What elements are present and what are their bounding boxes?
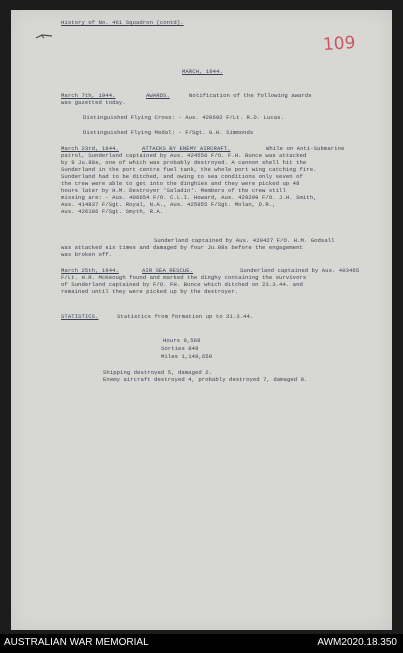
entry-text-line: the crew were able to get into the dinghies and they were picked up 48 [61, 180, 300, 187]
entry-text-line: F/Lt. H.R. McKeough found and marked the dinghy containing the survivors [61, 274, 307, 281]
entry-heading: ATTACKS BY ENEMY AIRCRAFT. [142, 145, 231, 152]
entry-text-line: Sunderland in the port centre fuel tank, the whole port wing catching fire. [61, 166, 317, 173]
statistic-figure: Hours 9,568 [163, 337, 201, 344]
entry-heading: AWARDS. [146, 92, 170, 99]
entry-text-line: hours later by H.M. Destroyer 'Saladin'. Members of the crew still [61, 187, 286, 194]
paper-clip-mark-icon [35, 33, 53, 40]
statistics-intro: Statistics from formation up to 31.3.44. [117, 313, 254, 320]
entry-text-line: patrol, Sunderland captained by Aus. 424550 F/O. F.H. Bunce was attacked [61, 152, 307, 159]
footer-accession-number: AWM2020.18.350 [317, 637, 397, 648]
entry-text-line: Aus. 426186 F/Sgt. Smyth, R.A. [61, 208, 164, 215]
entry-text-line: remained until they were picked up by the destroyer. [61, 288, 239, 295]
award-line: Distinguished Flying Medal: - F/Sgt. G.H. Simmonds [83, 129, 254, 136]
entry-text-line: missing are: - Aus. 406654 F/O. C.L.I. Howard, Aus. 429299 F/O. J.H. Smith, [61, 194, 317, 201]
footer-institution: AUSTRALIAN WAR MEMORIAL [4, 637, 149, 648]
statistics-summary-line: Enemy aircraft destroyed 4, probably destroyed 7, damaged 8. [103, 376, 308, 383]
award-line: Distinguished Flying Cross: - Aus. 420692 F/Lt. R.D. Lucas. [83, 114, 285, 121]
entry-date: March 25th, 1944. [61, 267, 119, 274]
entry-text-line: Notification of the following awards [189, 92, 312, 99]
archive-footer [0, 634, 403, 653]
entry-text-line: was attacked six times and damaged by four Ju.88s before the engagement [61, 244, 303, 251]
document-page [11, 10, 392, 630]
entry-heading: AIR SEA RESCUE. [142, 267, 194, 274]
statistic-figure: Miles 1,149,650 [161, 353, 213, 360]
entry-text-line: Aus. 414837 F/Sgt. Royal, N.A., Aus. 425955 F/Sgt. Molan, D.R., [61, 201, 276, 208]
entry-text-line: Sunderland captained by Aus. 403465 [240, 267, 360, 274]
entry-text-line: by 9 Ju.88s, one of which was probably destroyed. A cannon shell hit the [61, 159, 307, 166]
entry-date: March 23rd, 1944. [61, 145, 119, 152]
entry-text-line: Sunderland captained by Aus. 429427 F/O. H.M. Godsall [154, 237, 335, 244]
statistics-summary-line: Shipping destroyed 5, damaged 2. [103, 369, 213, 376]
document-header: History of No. 461 Squadron (contd). [61, 19, 184, 26]
entry-text-line: of Sunderland captained by F/O. FH. Bunce which ditched on 23.3.44. and [61, 281, 303, 288]
entry-text-line: was broken off. [61, 251, 113, 258]
entry-text-line: Sunderland had to be ditched, and owing to sea conditions only seven of [61, 173, 303, 180]
entry-text-line: was gazetted today. [61, 99, 126, 106]
statistic-figure: Sorties 849 [161, 345, 199, 352]
statistics-heading: STATISTICS. [61, 313, 99, 320]
entry-date: March 7th, 1944. [61, 92, 116, 99]
entry-text-line: While on Anti-Submarine [266, 145, 345, 152]
month-heading: MARCH, 1944. [182, 68, 223, 75]
handwritten-page-number: 109 [322, 32, 357, 56]
